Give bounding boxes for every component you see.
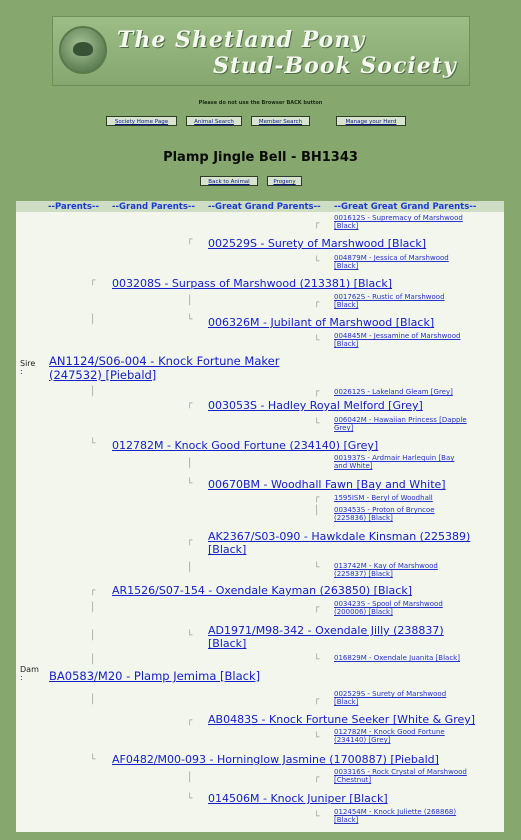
tree-connector: │ [90, 655, 96, 665]
tree-connector: │ [314, 506, 320, 516]
tree-connector: └ [314, 563, 320, 573]
great-grand-parent-link[interactable]: 014506M - Knock Juniper [Black] [208, 792, 388, 805]
tree-connector: │ [90, 315, 96, 325]
tree-connector: ┌ [187, 536, 193, 546]
ggg-parent-link[interactable]: 003453S - Proton of Bryncoe (225836) [Black] [334, 506, 435, 523]
tree-connector: └ [314, 336, 320, 346]
progeny-button[interactable]: Progeny [267, 176, 302, 186]
tree-connector: │ [90, 695, 96, 705]
back-to-animal-button[interactable]: Back to Animal [200, 176, 258, 186]
tree-connector: │ [187, 773, 193, 783]
tree-connector: └ [90, 439, 96, 449]
tree-connector: └ [314, 419, 320, 429]
tree-connector: ┌ [314, 773, 320, 783]
header-grand-parents: --Grand Parents-- [112, 202, 195, 212]
dam-label: Dam : [20, 665, 39, 683]
ggg-parent-link[interactable]: 016829M - Oxendale Juanita [Black] [334, 654, 460, 662]
dam-link[interactable]: BA0583/M20 - Plamp Jemima [Black] [49, 669, 261, 683]
tree-connector: └ [187, 794, 193, 804]
member-search-button[interactable]: Member Search [251, 116, 310, 126]
society-home-button[interactable]: Society Home Page [106, 116, 177, 126]
header-great-grand-parents: --Great Grand Parents-- [208, 202, 321, 212]
ggg-parent-link[interactable]: 001937S - Ardmair Harlequin [Bay and White] [334, 454, 455, 471]
ggg-parent-link[interactable]: 001612S - Supremacy of Marshwood [Black] [334, 214, 463, 231]
header-great-great-grand-parents: --Great Great Grand Parents-- [334, 202, 477, 212]
tree-connector: └ [314, 733, 320, 743]
tree-connector: ┌ [314, 695, 320, 705]
great-grand-parent-link[interactable]: AD1971/M98-342 - Oxendale Jilly (238837) [Black] [208, 624, 444, 651]
tree-connector: ┌ [314, 298, 320, 308]
society-banner [52, 16, 470, 86]
tree-connector: ┌ [314, 603, 320, 613]
great-grand-parent-link[interactable]: 003053S - Hadley Royal Melford [Grey] [208, 399, 423, 412]
tree-connector: │ [187, 459, 193, 469]
society-seal-logo [59, 26, 107, 74]
tree-connector: └ [90, 755, 96, 765]
tree-connector: └ [187, 631, 193, 641]
ggg-parent-link[interactable]: 004879M - Jessica of Marshwood [Black] [334, 254, 449, 271]
ggg-parent-link[interactable]: 013742M - Kay of Marshwood (225837) [Black] [334, 562, 438, 579]
great-grand-parent-link[interactable]: AK2367/S03-090 - Hawkdale Kinsman (225389) [Black] [208, 530, 471, 557]
great-grand-parent-link[interactable]: 002529S - Surety of Marshwood [Black] [208, 237, 427, 250]
banner-title-line1: The Shetland Pony [117, 27, 366, 53]
animal-search-button[interactable]: Animal Search [186, 116, 242, 126]
tree-connector: ┌ [314, 387, 320, 397]
tree-connector: │ [90, 631, 96, 641]
tree-connector: └ [187, 315, 193, 325]
tree-connector: ┌ [314, 219, 320, 229]
ggg-parent-link[interactable]: 006042M - Hawaiian Princess [Dapple Grey] [334, 416, 467, 433]
tree-connector: │ [90, 387, 96, 397]
sire-label: Sire : [20, 359, 36, 377]
ggg-parent-link[interactable]: 002612S - Lakeland Gleam [Grey] [334, 388, 453, 396]
sire-link[interactable]: AN1124/S06-004 - Knock Fortune Maker (247532) [Piebald] [49, 354, 280, 382]
ggg-parent-link[interactable]: 012454M - Knock Juliette (268868) [Black] [334, 808, 457, 825]
tree-connector: │ [187, 296, 193, 306]
ggg-parent-link[interactable]: 1595ISM - Beryl of Woodhall [334, 494, 433, 502]
tree-connector: │ [90, 603, 96, 613]
tree-connector: ┌ [90, 276, 96, 286]
tree-connector: └ [314, 655, 320, 665]
ggg-parent-link[interactable]: 004845M - Jessamine of Marshwood [Black] [334, 332, 461, 349]
grand-parent-link[interactable]: 012782M - Knock Good Fortune (234140) [Grey] [112, 439, 379, 452]
great-grand-parent-link[interactable]: AB0483S - Knock Fortune Seeker [White & Grey] [208, 713, 476, 726]
ggg-parent-link[interactable]: 003423S - Spool of Marshwood (200006) [Black] [334, 600, 443, 617]
page-title: Plamp Jingle Bell - BH1343 [163, 150, 358, 165]
tree-connector: ┌ [187, 235, 193, 245]
grand-parent-link[interactable]: 003208S - Surpass of Marshwood (213381) [Black] [112, 277, 393, 290]
ggg-parent-link[interactable]: 001762S - Rustic of Marshwood [Black] [334, 293, 445, 310]
ggg-parent-link[interactable]: 003316S - Rock Crystal of Marshwood [Chestnut] [334, 768, 467, 785]
tree-connector: └ [314, 257, 320, 267]
tree-connector: ┌ [187, 399, 193, 409]
pedigree-table [16, 212, 504, 832]
tree-connector: ┌ [90, 586, 96, 596]
tree-connector: ┌ [314, 493, 320, 503]
ggg-parent-link[interactable]: 012782M - Knock Good Fortune (234140) [Grey] [334, 728, 445, 745]
header-parents: --Parents-- [48, 202, 99, 212]
pedigree-header-row [16, 201, 504, 212]
manage-herd-button[interactable]: Manage your Herd [336, 116, 406, 126]
grand-parent-link[interactable]: AR1526/S07-154 - Oxendale Kayman (263850) [Black] [112, 584, 412, 597]
great-grand-parent-link[interactable]: 006326M - Jubilant of Marshwood [Black] [208, 316, 435, 329]
back-button-warning: Please do not use the Browser BACK button [198, 100, 323, 106]
tree-connector: └ [187, 479, 193, 489]
grand-parent-link[interactable]: AF0482/M00-093 - Horninglow Jasmine (1700887) [Piebald] [112, 753, 439, 766]
tree-connector: │ [187, 563, 193, 573]
tree-connector: └ [314, 812, 320, 822]
banner-title-line2: Stud-Book Society [213, 53, 457, 79]
tree-connector: ┌ [187, 716, 193, 726]
great-grand-parent-link[interactable]: 00670BM - Woodhall Fawn [Bay and White] [208, 478, 446, 491]
ggg-parent-link[interactable]: 002529S - Surety of Marshwood [Black] [334, 690, 447, 707]
